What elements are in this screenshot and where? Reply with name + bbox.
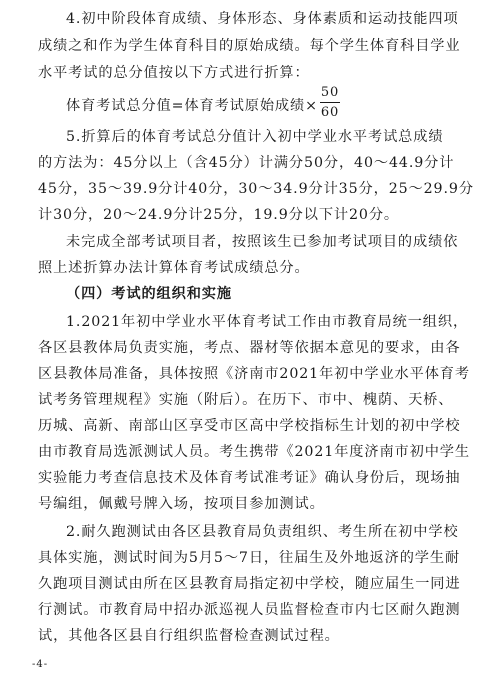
item-2-line-3: 久跑项目测试由所在区县教育局指定初中学校，随应届生一同进 (38, 576, 461, 592)
fraction-denominator: 60 (320, 105, 340, 120)
formula-expression: 体育考试总分值=体育考试原始成绩× (66, 98, 318, 114)
paragraph-incomplete-line-2: 照上述折算办法计算体育考试成绩总分。 (38, 260, 310, 276)
item-2-line-4: 行测试。市教育局中招办派巡视人员监督检查市内七区耐久跑测 (38, 602, 461, 618)
paragraph-incomplete-line-1: 未完成全部考试项目者，按照该生已参加考试项目的成绩依 (66, 234, 459, 250)
paragraph-5-line-3: 45分，35～39.9分计40分，30～34.9分计35分，25～29.9分 (38, 181, 474, 197)
item-1-line-4: 试考务管理规程》实施（附后）。在历下、市中、槐荫、天桥、 (38, 392, 454, 408)
item-2-line-5: 试，其他各区县自行组织监督检查测试过程。 (38, 628, 340, 644)
item-1-line-3: 区县教体局准备，具体按照《济南市2021年初中学业水平体育考 (38, 366, 470, 382)
item-1-line-8: 号编组，佩戴号牌入场，按项目参加测试。 (38, 496, 325, 512)
paragraph-4-line-1: 4.初中阶段体育成绩、身体形态、身体素质和运动技能四项 (66, 11, 459, 27)
fraction-bar (320, 102, 340, 103)
item-2-line-2: 具体实施，测试时间为5月5～7日，往届生及外地返济的学生耐 (38, 550, 461, 566)
item-1-line-7: 实验能力考查信息技术及体育考试准考证》确认身份后，现场抽 (38, 470, 461, 486)
page-number: -4- (32, 659, 49, 670)
item-1-line-2: 各区县教体局负责实施，考点、器材等依据本意见的要求，由各 (38, 340, 461, 356)
section-heading: （四）考试的组织和实施 (66, 286, 232, 302)
paragraph-5-line-4: 计30分，20～24.9分计25分，19.9分以下计20分。 (38, 207, 400, 223)
paragraph-4-line-2: 成绩之和作为学生体育科目的原始成绩。每个学生体育科目学业 (38, 38, 461, 54)
paragraph-5-line-2: 的方法为：45分以上（含45分）计满分50分，40～44.9分计 (38, 155, 455, 171)
formula-fraction (320, 84, 340, 121)
paragraph-5-line-1: 5.折算后的体育考试总分值计入初中学业水平考试总成绩 (66, 129, 444, 145)
item-1-line-1: 1.2021年初中学业水平体育考试工作由市教育局统一组织， (66, 314, 469, 330)
fraction-numerator: 50 (320, 85, 340, 100)
item-1-line-5: 历城、高新、南部山区享受市区高中学校指标生计划的初中学校 (38, 418, 461, 434)
item-1-line-6: 由市教育局选派测试人员。考生携带《2021年度济南市初中学生 (38, 444, 470, 460)
item-2-line-1: 2.耐久跑测试由各区县教育局负责组织、考生所在初中学校 (66, 524, 459, 540)
paragraph-4-line-3: 水平考试的总分值按以下方式进行折算： (38, 65, 310, 81)
